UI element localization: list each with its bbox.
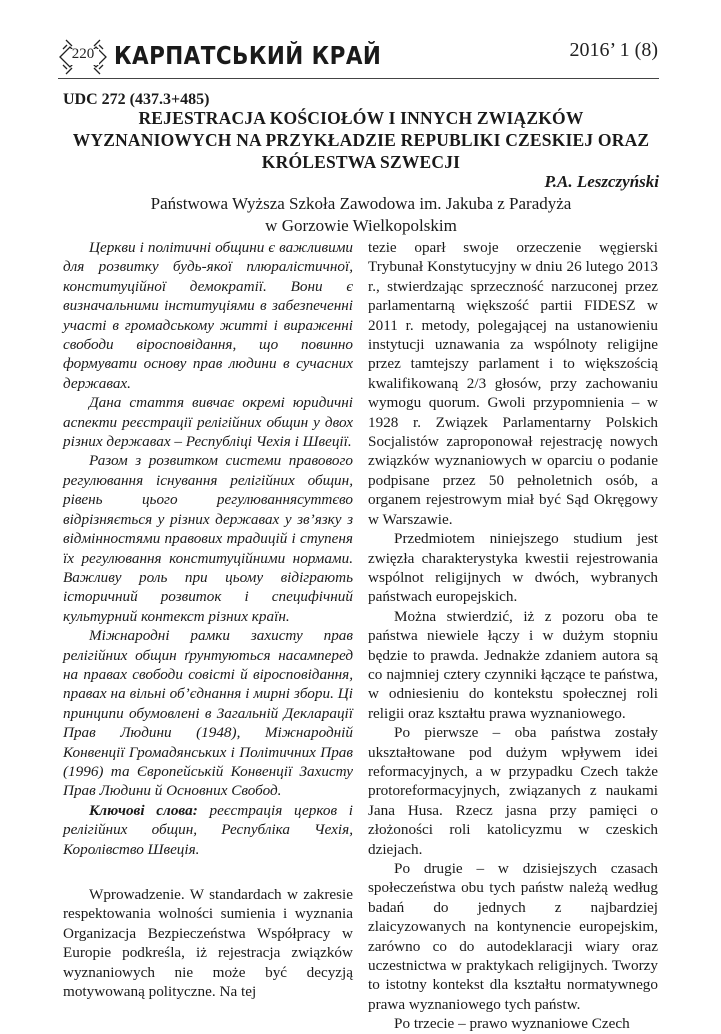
introduction-paragraph: Wprowadzenie. W standardach w zakresie respektowania wolności sumienia i wyznania Organizacja Bezpieczeństwa Współpracy w Europie podkreśla, iż rejestracja związków wyznaniowych nie może być decyzją motywowaną polityczne. Na tej: [63, 886, 353, 1001]
keywords-text: реєстрація церков і релігійних общин, Республіка Чехія, Королівство Швеція.: [63, 801, 354, 858]
affiliation-line-2: w Gorzowie Wielkopolskim: [265, 216, 457, 235]
issue-number: 2016’ 1 (8): [569, 39, 658, 61]
page-number: 220: [71, 46, 95, 62]
body-paragraph: Można stwierdzić, iż z pozoru oba te państwa niewiele łączy i w dużym stopniu będzie to prawda. Jednakże zdaniem autora są co najmniej cztery czynniki łączące te państwa, w odniesieniu do kontekstu społecznej roli religii oraz kształtu prawa wyznaniowego.: [368, 607, 658, 722]
abstract: [63, 238, 353, 859]
left-column: [63, 238, 353, 1001]
affiliation-line-1: Państwowa Wyższa Szkoła Zawodowa im. Jakuba z Paradyża: [150, 194, 572, 213]
keywords: [63, 801, 353, 859]
right-column: [368, 238, 658, 1034]
article-title: REJESTRACJA KOŚCIOŁÓW I INNYCH ZWIĄZKÓW WYZNANIOWYCH NA PRZYKŁADZIE REPUBLIKI CZESKIEJ ORAZ KRÓLESTWA SZWECJI: [72, 108, 650, 172]
abstract-paragraph: Дана стаття вивчає окремі юридичні аспекти реєстрації релігійних общин у двох різних державах – Республіці Чехія і Швеції.: [63, 394, 353, 451]
body-paragraph: Po drugie – w dzisiejszych czasach społeczeństwa obu tych państw należą według badań do jednych z najbardziej zlaicyzowanych na kontynencie europejskim, zarówno co do autodeklaracji wiary oraz uczestnictwa w praktykach religijnych. Tworzy to istotny kontekst dla kształtu normatywnego prawa wyznaniowego tych państw.: [368, 860, 658, 1013]
abstract-paragraph: Церкви і політичні общини є важливими для розвитку будь-якої плюралістичної, конституційної демократії. Вони є визначальними інституціями в забезпеченні участі в громадському житті і вираженні свободи віросповідання, що повинно формувати основу прав людини в сучасних державах.: [63, 239, 353, 392]
abstract-paragraph: Міжнародні рамки захисту прав релігійних общин ґрунтуються насамперед на правах свободи совісті й віросповідання, правах на вільні об’єднання і мирні збори. Ці принципи обумовлені в Загальній Декларації Прав Людини (1948), Міжнародній Конвенції Громадянських і Політичних Прав (1996) та Європейській Конвенції Захисту Прав Людини й Основних Свобод.: [63, 627, 353, 800]
body-paragraph: Po pierwsze – oba państwa zostały ukształtowane pod dużym wpływem idei reformacyjnych, a w przypadku Czech także protoreformacyjnych, związanych z naukami Jana Husa. Rzecz jasna przy pamięci o złożoności roli katolicyzmu w czeskich dziejach.: [368, 724, 658, 858]
author-name: P.A. Leszczyński: [544, 172, 659, 191]
journal-title: КАРПАТСЬКИЙ КРАЙ: [114, 41, 382, 70]
abstract-paragraph: Разом з розвитком системи правового регулювання існування релігійних общин, рівень цього регулюваннясуттєво відрізняється у різних державах у зв’язку з відмінностями правових традицій і ступеня їх регулювання конституційними нормами. Важливу роль при цьому відіграють історичний розвиток і специфічний культурний контекст різних країн.: [63, 452, 353, 625]
running-header: [58, 33, 658, 83]
author-affiliation: [63, 193, 659, 237]
body-paragraph: Przedmiotem niniejszego studium jest zwięzła charakterystyka kwestii rejestrowania wspólnot religijnych w dwóch, wybranych państwach europejskich.: [368, 530, 658, 606]
udc-code: UDC 272 (437.3+485): [63, 91, 210, 108]
header-rule: [58, 78, 659, 79]
body-paragraph: tezie oparł swoje orzeczenie węgierski Trybunał Konstytucyjny w dniu 26 lutego 2013 r., stwierdzając sprzeczność narzuconej przez parlamentarną większość partii FIDESZ w 2011 r. metody, polegającej na ustanowieniu instytucji uznawania za wspólnoty religijne przez tamtejszy parlament i to większością kwalifikowaną 2/3 głosów, przy zachowaniu wymogu quorum. Gwoli przypomnienia – w 1928 r. Związek Parlamentarny Polskich Socjalistów zaproponował rejestrację nowych związków wyznaniowych w oparciu o podanie podpisane przez 50 pełnoletnich osób, a organem rejestrowym miał być Sąd Okręgowy w Warszawie.: [368, 239, 658, 528]
keywords-label: Ключові слова:: [89, 801, 198, 819]
body-paragraph: Po trzecie – prawo wyznaniowe Czech: [394, 1015, 630, 1033]
